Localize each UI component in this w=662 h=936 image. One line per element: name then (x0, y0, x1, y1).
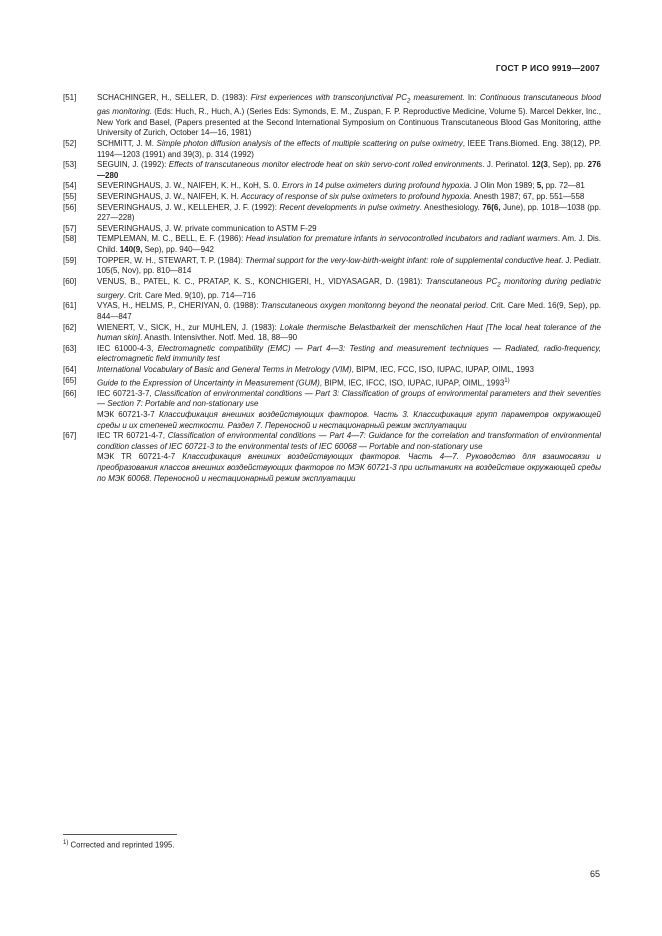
reference-text: Guide to the Expression of Uncertainty in Measurement (GUM), BIPM, IEC, IFCC, ISO, IUPAC, IUPAP, OIML, 1993$^{1)}$ (97, 377, 510, 388)
footnote (63, 840, 177, 850)
reference-item (63, 389, 601, 431)
reference-text: IEC 61000-4-3, Electromagnetic compatibility (EMC) — Part 4—3: Testing and measurement techniques — Radiated, radio-frequency, electromagnetic field immunity test (97, 343, 601, 364)
reference-text: SEVERINGHAUS, J. W. private communication to ASTM F-29 (97, 223, 317, 233)
reference-item (63, 365, 601, 376)
reference-text: SEVERINGHAUS, J. W., KELLEHER, J. F. (1992): Recent developments in pulse oximetry. Anesthesiology. 76(6, June), pp. 1018—1038 (pp. 227—228) (97, 202, 601, 223)
reference-number: [65] (63, 375, 77, 385)
page-number: 65 (589, 869, 600, 879)
reference-number: [67] (63, 431, 77, 441)
reference-item (63, 93, 601, 139)
reference-item (63, 139, 601, 160)
reference-number: [52] (63, 138, 77, 148)
footnote-divider (63, 834, 177, 835)
reference-item (63, 160, 601, 181)
reference-number: [55] (63, 191, 77, 201)
reference-number: [54] (63, 181, 77, 191)
reference-text: SCHMITT, J. M. Simple photon diffusion analysis of the effects of multiple scattering on pulse oximetry, IEEE Trans.Biomed. Eng. 38(12), PP. 1194—1203 (1991) and 39(3), p. 314 (1992) (97, 138, 602, 159)
reference-text: WIENERT, V., SICK, H., zur MUHLEN, J. (1983): Lokale thermische Belastbarkeit der menschlichen Haut [The local heat tolerance of the human skin]. Anasth. Intensivther. Notf. Med. 18, 88—90 (97, 322, 601, 343)
reference-text: SEGUIN, J. (1992): Effects of transcutaneous monitor electrode heat on skin servo-cont rolled environments. J. Perinatol. 12(3, Sep), pp. 276—280 (97, 160, 601, 180)
reference-text: IEC 60721-3-7, Classification of environmental conditions — Part 3: Classification of groups of environmental parameters and their seventies — Section 7: Portable and non-stationary use МЭК 60721-3-7 Классификация внешних воздействующих факторов. Часть 3. Классификация групп параметров окружающей среды и их степеней жесткости. Раздел 7. Переносной и нестационарный режим эксплуатации (97, 388, 602, 430)
reference-number: [53] (63, 160, 77, 170)
reference-item (63, 192, 601, 203)
reference-number: [64] (63, 365, 77, 375)
reference-text: VYAS, H., HELMS, P., CHERIYAN, 0. (1988): Transcutaneous oxygen monitonng beyond the neonatal period. Crit. Care Med. 16(9, Sep), pp. 844—847 (97, 301, 601, 322)
reference-number: [58] (63, 234, 77, 244)
reference-number: [59] (63, 255, 77, 265)
reference-number: [63] (63, 343, 77, 353)
reference-item (63, 431, 601, 484)
reference-number: [66] (63, 388, 77, 398)
reference-item (63, 277, 601, 302)
reference-item (63, 224, 601, 235)
reference-number: [60] (63, 276, 77, 286)
reference-item (63, 181, 601, 192)
reference-text: TOPPER, W. H., STEWART, T. P. (1984): Thermal support for the very-low-birth-weight infant: role of supplemental conductive heat. J. Pediatr. 105(5, Nov), pp. 810—814 (97, 255, 601, 276)
reference-item (63, 323, 601, 344)
reference-item (63, 376, 601, 389)
references-list (63, 93, 601, 484)
reference-text: VENUS, B., PATEL, K. C., PRATAP, K. S., KONCHIGERI, H., VIDYASAGAR, D. (1981): Transcutaneous $PC_2$ monitoring during pediatric surgery. Crit. Care Med. 9(10), pp. 714—716 (97, 276, 601, 300)
footnote-text: Corrected and reprinted 1995. (68, 840, 175, 850)
reference-item (63, 344, 601, 365)
reference-text: TEMPLEMAN, M. C., BELL, E. F. (1986): Head insulation for premature infants in servocontrolled incubators and radiant warmers. Am. J. Dis. Child. 140(9, Sep), pp. 940—942 (97, 234, 601, 254)
reference-number: [62] (63, 322, 77, 332)
reference-text: SEVERINGHAUS, J. W., NAIFEH, K. H., KoH, S. 0. Errors in 14 pulse oximeters during profound hypoxia. J Olin Mon 1989; 5, pp. 72—81 (97, 181, 585, 191)
reference-number: [51] (63, 93, 77, 102)
footnote-block (63, 834, 177, 850)
reference-item (63, 256, 601, 277)
reference-item (63, 234, 601, 255)
reference-number: [56] (63, 202, 77, 212)
footnote-marker: 1) (63, 840, 69, 846)
reference-text: SCHACHINGER, H., SELLER, D. (1983): First experiences with transconjunctival $PC_2$ measurement. In: Continuous transcutaneous blood gas monitoring. (Eds: Huch, R., Huch, A.) (Series Eds: Symonds, E. M., Zuspan, F. P. Reproductive Medicine, Volume 5). Marcel Dekker, Inc., New York and Basel, (Papers presented at the Second International Symposium on Continuous Transcutaneous Blood Gas Monitoring, atthe University of Zurich, October 14—16, 1981) (97, 93, 602, 138)
reference-number: [61] (63, 301, 77, 311)
document-header-title: ГОСТ Р ИСО 9919—2007 (495, 63, 600, 73)
reference-text: IEC TR 60721-4-7, Classification of environmental conditions — Part 4—7: Guidance for the correlation and transformation of environmental condition classes of IEC 60721-3 to the environmental tests of IEC 60068 — Portable and non-stationary use МЭК TR 60721-4-7 Классификация внешних воздействующих факторов. Часть 4—7. Руководство для взаимосвязи и преобразования классов внешних воздействующих факторов по МЭК 60721-3 при испытаниях на воздействие окружающей среды по МЭК 60068. Переносной и нестационарный режим эксплуатации (97, 431, 602, 483)
reference-item (63, 203, 601, 224)
reference-number: [57] (63, 223, 77, 233)
reference-text: SEVERINGHAUS, J. W., NAIFEH, K. H. Accuracy of response of six pulse oximeters to profound hypoxia. Anesth 1987; 67, pp. 551—558 (97, 191, 585, 201)
reference-item (63, 301, 601, 322)
reference-text: International Vocabulary of Basic and General Terms in Metrology (VIM), BIPM, IEC, FCC, ISO, IUPAC, IUPAP, OIML, 1993 (97, 365, 534, 375)
